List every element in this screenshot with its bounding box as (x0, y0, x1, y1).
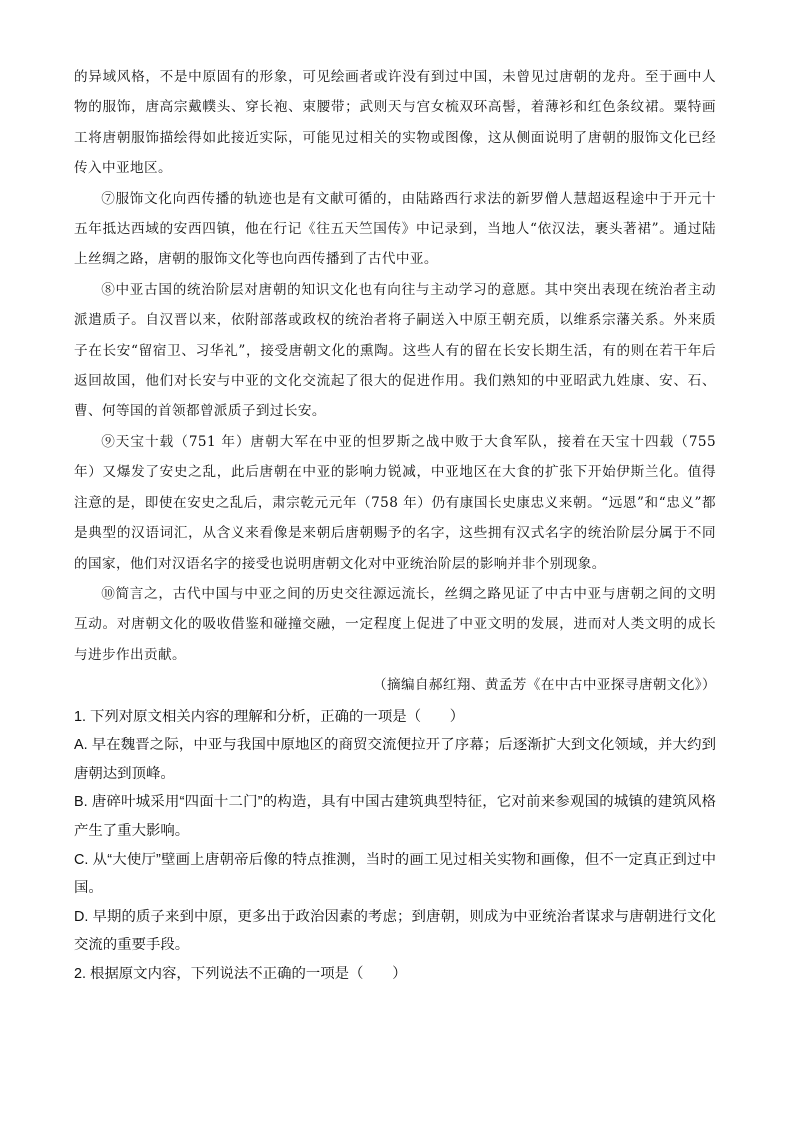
reading-passage (74, 62, 716, 701)
question-1-option-d: D. 早期的质子来到中原，更多出于政治因素的考虑；到唐朝，则成为中亚统治者谋求与唐朝进行文化交流的重要手段。 (74, 908, 716, 954)
question-1-stem: 1. 下列对原文相关内容的理解和分析，正确的一项是（ ） (74, 708, 465, 725)
passage-paragraph-10: ⑩简言之，古代中国与中亚之间的历史交往源远流长，丝绸之路见证了中古中亚与唐朝之间的文明互动。对唐朝文化的吸收借鉴和碰撞交融，一定程度上促进了中亚文明的发展，进而对人类文明的成长与进步作出贡献。 (74, 585, 716, 663)
passage-paragraph-7: ⑦服饰文化向西传播的轨迹也是有文献可循的，由陆路西行求法的新罗僧人慧超返程途中于开元十五年抵达西域的安西四镇，他在行记《往五天竺国传》中记录到，当地人“依汉法，裹头著裙”。通过陆上丝绸之路，唐朝的服饰文化等也向西传播到了古代中亚。 (74, 190, 716, 268)
passage-source-citation: （摘编自郝红翔、黄孟芳《在中古中亚探寻唐朝文化》） (372, 677, 716, 694)
question-1-option-b: B. 唐碎叶城采用“四面十二门”的构造，具有中国古建筑典型特征，它对前来参观国的城镇的建筑风格产生了重大影响。 (74, 794, 716, 839)
passage-paragraph-9: ⑨天宝十载（751 年）唐朝大军在中亚的怛罗斯之战中败于大食军队，接着在天宝十四载（755 年）又爆发了安史之乱，此后唐朝在中亚的影响力锐减，中亚地区在大食的扩张下开始伊斯兰化。值得注意的是，即使在安史之乱后，肃宗乾元元年（758 年）仍有康国长史康忠义来朝。“远恩”和“忠义”都是典型的汉语词汇，从含义来看像是来朝后唐朝赐予的名字，这些拥有汉式名字的统治阶层分属于不同的国家，他们对汉语名字的接受也说明唐朝文化对中亚统治阶层的影响并非个别现象。 (74, 433, 716, 572)
question-1-option-c: C. 从“大使厅”壁画上唐朝帝后像的特点推测，当时的画工见过相关实物和画像，但不一定真正到过中国。 (74, 851, 716, 897)
passage-paragraph-continuation: 的异域风格，不是中原固有的形象，可见绘画者或许没有到过中国，未曾见过唐朝的龙舟。至于画中人物的服饰，唐高宗戴幞头、穿长袍、束腰带；武则天与宫女梳双环高髻，着薄衫和红色条纹裙。粟特画工将唐朝服饰描绘得如此接近实际，可能见过相关的实物或图像，这从侧面说明了唐朝的服饰文化已经传入中亚地区。 (74, 69, 716, 177)
passage-paragraph-8: ⑧中亚古国的统治阶层对唐朝的知识文化也有向往与主动学习的意愿。其中突出表现在统治者主动派遣质子。自汉晋以来，依附部落或政权的统治者将子嗣送入中原王朝充质，以维系宗藩关系。外来质子在长安“留宿卫、习华礼”，接受唐朝文化的熏陶。这些人有的留在长安长期生活，有的则在若干年后返回故国，他们对长安与中亚的文化交流起了很大的促进作用。我们熟知的中亚昭武九姓康、安、石、曹、何等国的首领都曾派质子到过长安。 (74, 281, 716, 420)
question-1-option-a: A. 早在魏晋之际，中亚与我国中原地区的商贸交流便拉开了序幕；后逐渐扩大到文化领域，并大约到唐朝达到顶峰。 (74, 737, 716, 782)
question-section (74, 703, 716, 989)
question-2-stem: 2. 根据原文内容，下列说法不正确的一项是（ ） (74, 965, 407, 982)
document-page (74, 62, 716, 988)
